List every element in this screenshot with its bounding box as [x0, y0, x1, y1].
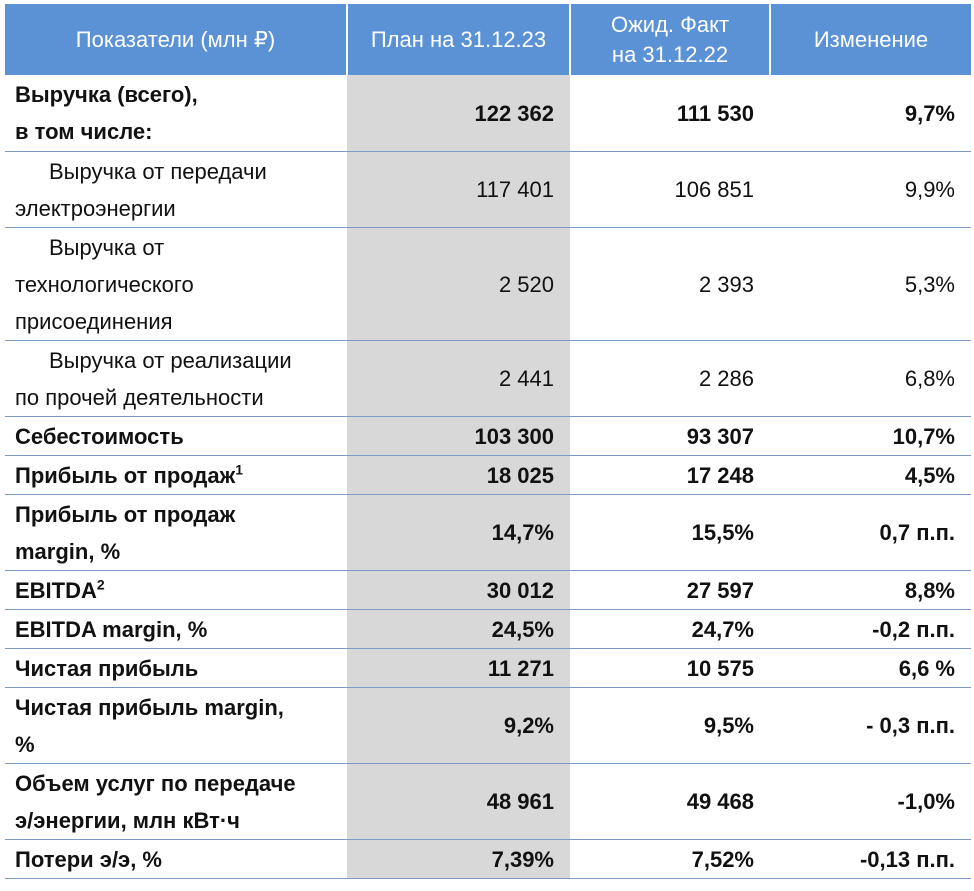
row-label-line1: Выручка (всего), [15, 82, 198, 107]
row-label-line1: Объем услуг по передаче [15, 770, 296, 796]
header-change: Изменение [770, 4, 971, 75]
footnote-marker: 1 [235, 461, 244, 478]
fact-value: 49 468 [570, 764, 770, 840]
row-label: Потери э/э, % [5, 840, 347, 879]
row-label-line1: Выручка от реализации [49, 347, 292, 373]
change-value: - 0,3 п.п. [770, 688, 971, 764]
row-label-line2: э/энергии, млн кВт·ч [15, 807, 240, 833]
plan-value: 117 401 [347, 152, 570, 228]
row-label-line3: присоединения [15, 308, 173, 334]
table-row [5, 417, 971, 456]
header-expected-fact-line1: Ожид. Факт [610, 11, 730, 37]
table-row [5, 571, 971, 610]
row-label-text: EBITDA [15, 577, 97, 603]
row-label-line2: электроэнергии [15, 195, 176, 221]
row-label [5, 571, 347, 610]
plan-value: 2 520 [347, 228, 570, 341]
plan-value: 48 961 [347, 764, 570, 840]
row-label-line2: в том числе: [15, 119, 153, 144]
financial-indicators-table [5, 4, 971, 879]
row-label-line1: Выручка от [49, 234, 165, 260]
row-label-text: Прибыль от продаж [15, 462, 236, 488]
change-value: 4,5% [770, 456, 971, 495]
table-header-row [5, 4, 971, 75]
footnote-marker: 2 [96, 576, 105, 593]
plan-value: 7,39% [347, 840, 570, 879]
header-expected-fact [570, 4, 770, 75]
row-label-line1: Чистая прибыль margin, [15, 694, 284, 720]
row-label: Себестоимость [5, 417, 347, 456]
change-value: 10,7% [770, 417, 971, 456]
row-label-line2: технологического [15, 271, 194, 297]
table-row [5, 610, 971, 649]
change-value: -0,2 п.п. [770, 610, 971, 649]
table-row [5, 228, 971, 341]
fact-value: 10 575 [570, 649, 770, 688]
row-label [5, 456, 347, 495]
row-label [5, 228, 347, 341]
row-label [5, 152, 347, 228]
change-value: 5,3% [770, 228, 971, 341]
plan-value: 2 441 [347, 341, 570, 417]
plan-value: 18 025 [347, 456, 570, 495]
fact-value: 7,52% [570, 840, 770, 879]
table-row [5, 456, 971, 495]
plan-value: 9,2% [347, 688, 570, 764]
plan-value: 30 012 [347, 571, 570, 610]
plan-value: 122 362 [347, 75, 570, 152]
row-label [5, 688, 347, 764]
fact-value: 27 597 [570, 571, 770, 610]
row-label-line2: margin, % [15, 538, 121, 564]
fact-value: 2 286 [570, 341, 770, 417]
fact-value: 2 393 [570, 228, 770, 341]
row-label-line2: по прочей деятельности [15, 384, 264, 410]
fact-value: 111 530 [570, 75, 770, 152]
fact-value: 15,5% [570, 495, 770, 571]
fact-value: 9,5% [570, 688, 770, 764]
change-value: 9,7% [770, 75, 971, 152]
row-label: EBITDA margin, % [5, 610, 347, 649]
fact-value: 106 851 [570, 152, 770, 228]
row-label-line1: Выручка от передачи [49, 158, 267, 184]
plan-value: 11 271 [347, 649, 570, 688]
row-label [5, 75, 347, 152]
table-row [5, 649, 971, 688]
table-row [5, 152, 971, 228]
table-row [5, 840, 971, 879]
plan-value: 103 300 [347, 417, 570, 456]
row-label-line1: Прибыль от продаж [15, 501, 236, 527]
row-label [5, 764, 347, 840]
row-label [5, 341, 347, 417]
row-label [5, 495, 347, 571]
header-indicators: Показатели (млн ₽) [5, 4, 347, 75]
table-row [5, 341, 971, 417]
table-row [5, 75, 971, 152]
fact-value: 24,7% [570, 610, 770, 649]
row-label: Чистая прибыль [5, 649, 347, 688]
table-row [5, 688, 971, 764]
change-value: -1,0% [770, 764, 971, 840]
change-value: 6,8% [770, 341, 971, 417]
change-value: -0,13 п.п. [770, 840, 971, 879]
row-label-line2: % [15, 731, 35, 757]
change-value: 6,6 % [770, 649, 971, 688]
table-row [5, 764, 971, 840]
fact-value: 17 248 [570, 456, 770, 495]
plan-value: 24,5% [347, 610, 570, 649]
change-value: 8,8% [770, 571, 971, 610]
plan-value: 14,7% [347, 495, 570, 571]
table-row [5, 495, 971, 571]
change-value: 9,9% [770, 152, 971, 228]
change-value: 0,7 п.п. [770, 495, 971, 571]
header-plan: План на 31.12.23 [347, 4, 570, 75]
header-expected-fact-line2: на 31.12.22 [611, 41, 729, 67]
fact-value: 93 307 [570, 417, 770, 456]
